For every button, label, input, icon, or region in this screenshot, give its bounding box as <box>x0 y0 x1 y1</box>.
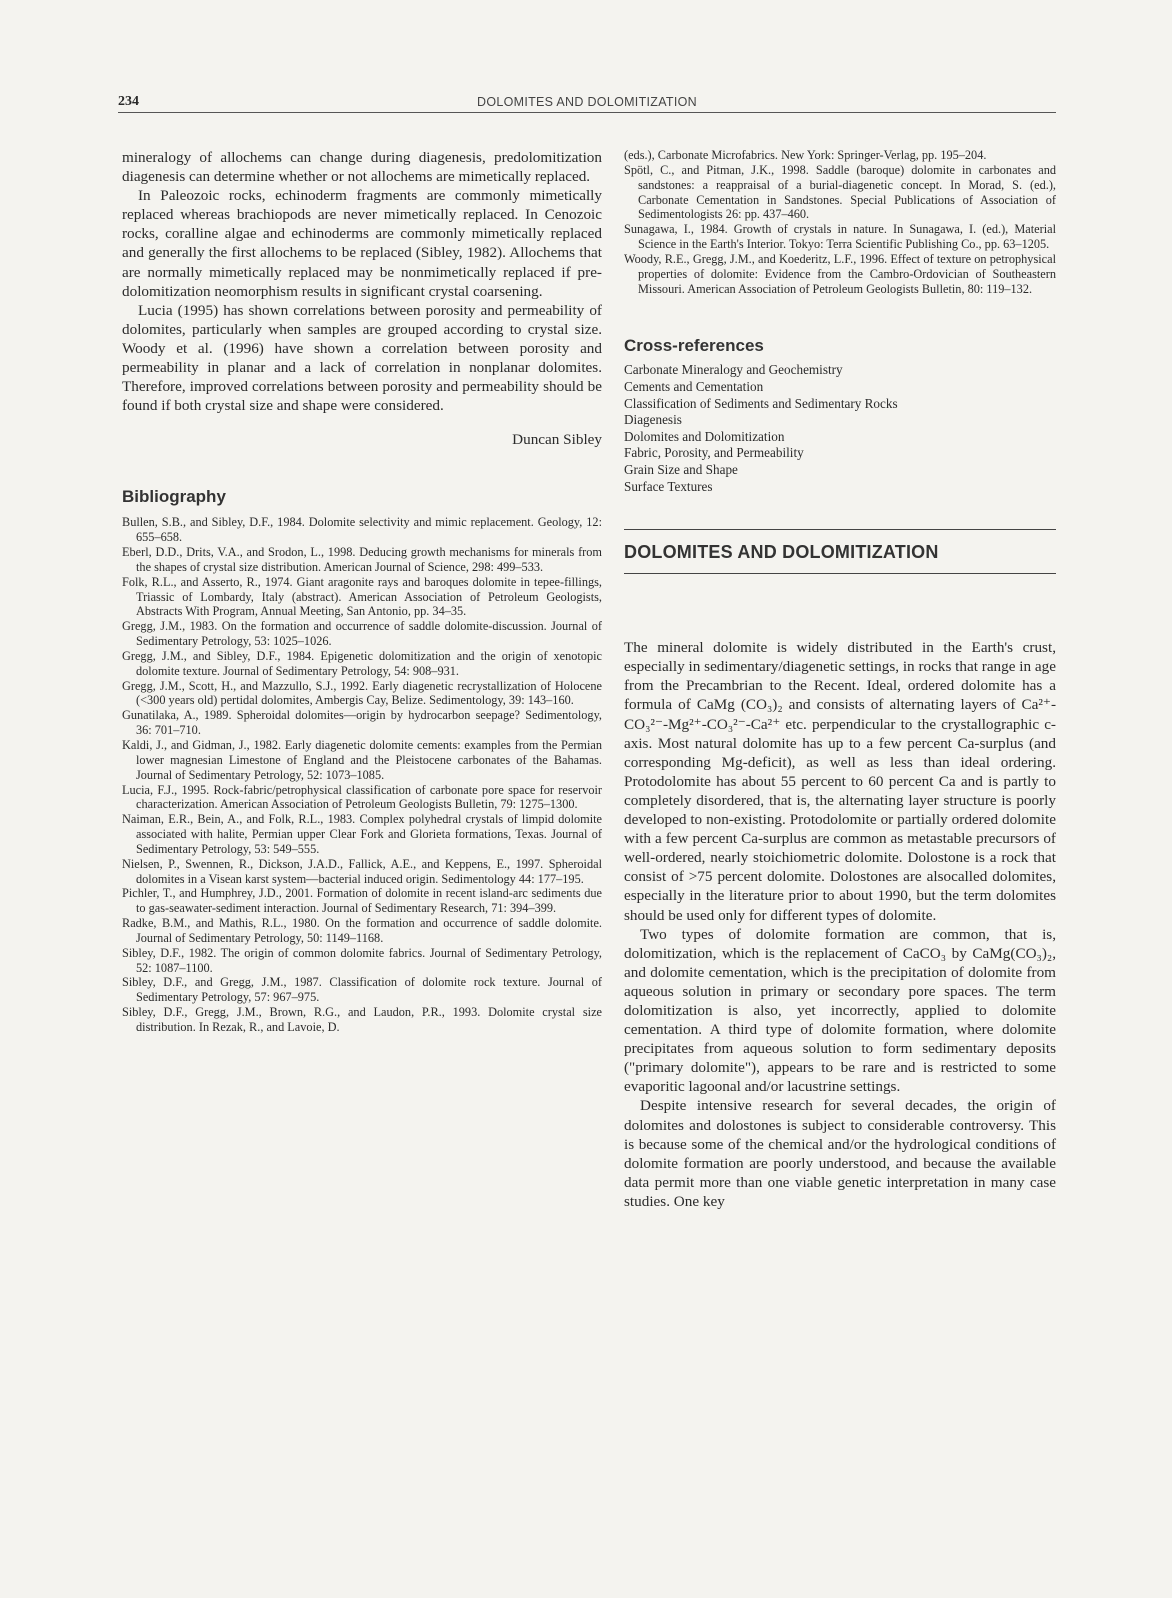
bib-entry: Sibley, D.F., Gregg, J.M., Brown, R.G., and Laudon, P.R., 1993. Dolomite crystal size distribution. In Rezak, R., and Lavoie, D. <box>122 1005 602 1034</box>
crossref-item: Classification of Sediments and Sedimentary Rocks <box>624 395 898 411</box>
body-paragraph: Lucia (1995) has shown correlations between porosity and permeability of dolomites, particularly when samples are grouped according to crystal size. Woody et al. (1996) have shown a correlation between porosity and permeability in planar and a lack of correlation in nonplanar dolomites. Therefore, improved correlations between porosity and permeability should be found if both crystal size and shape were considered. <box>122 301 602 415</box>
bib-entry: Radke, B.M., and Mathis, R.L., 1980. On the formation and occurrence of saddle dolomite. Journal of Sedimentary Petrology, 50: 1149–1168. <box>122 916 602 945</box>
bib-entry: Naiman, E.R., Bein, A., and Folk, R.L., 1983. Complex polyhedral crystals of limpid dolomite associated with halite, Permian upper Clear Fork and Glorieta formations, Texas. Journal of Sedimentary Petrology, 53: 549–555. <box>122 812 602 856</box>
bib-entry: Pichler, T., and Humphrey, J.D., 2001. Formation of dolomite in recent island-arc sediments due to gas-seawater-sediment interaction. Journal of Sedimentary Research, 71: 394–399. <box>122 886 602 916</box>
body-paragraph: mineralogy of allochems can change during diagenesis, predolomitization diagenesis can determine whether or not allochems are mimetically replaced. <box>122 149 602 186</box>
body-paragraph: Two types of dolomite formation are common, that is, dolomitization, which is the replacement of CaCO₃ by CaMg(CO₃)₂, and dolomite cementation, which is the precipitation of dolomite from aqueous solution in primary or secondary pore spaces. The term dolomitization is also, yet incorrectly, applied to dolomite cementation. A third type of dolomite formation, where dolomite precipitates from aqueous solution to form sedimentary deposits ("primary dolomite"), appears to be rare and is restricted to some evaporitic lagoonal and/or lacustrine settings. <box>624 925 1056 1096</box>
body-paragraph: Despite intensive research for several decades, the origin of dolomites and dolostones is subject to considerable controversy. This is because some of the chemical and/or the hydrological conditions of dolomite formation are poorly understood, and because the available data permit more than one viable genetic interpretation in many case studies. One key <box>624 1097 1056 1210</box>
crossref-item: Grain Size and Shape <box>624 462 738 477</box>
crossref-item: Dolomites and Dolomitization <box>624 428 785 444</box>
bib-entry: Woody, R.E., Gregg, J.M., and Koederitz, L.F., 1996. Effect of texture on petrophysical properties of dolomite: Evidence from the Cambro-Ordovician of Southeastern Missouri. American Association of Petroleum Geologists Bulletin, 80: 119–132. <box>624 251 1056 296</box>
crossref-item: Cements and Cementation <box>624 379 764 395</box>
author-signature: Duncan Sibley <box>512 431 602 449</box>
crossref-item: Diagenesis <box>624 412 682 428</box>
bibliography-heading: Bibliography <box>122 487 226 507</box>
bib-entry: Nielsen, P., Swennen, R., Dickson, J.A.D., Fallick, A.E., and Keppens, E., 1997. Spheroidal dolomites in a Visean karst system—bacterial induced origin. Sedimentology 44: 177–195. <box>122 856 602 886</box>
bib-entry: Lucia, F.J., 1995. Rock-fabric/petrophysical classification of carbonate pore space for reservoir characterization. American Association of Petroleum Geologists Bulletin, 79: 1275–1300. <box>122 782 602 812</box>
bib-entry: Sibley, D.F., and Gregg, J.M., 1987. Classification of dolomite rock texture. Journal of Sedimentary Petrology, 57: 967–975. <box>122 975 602 1005</box>
bib-entry: Bullen, S.B., and Sibley, D.F., 1984. Dolomite selectivity and mimic replacement. Geology, 12: 655–658. <box>122 515 602 545</box>
bib-entry: (eds.), Carbonate Microfabrics. New York: Springer-Verlag, pp. 195–204. <box>624 148 987 162</box>
bib-entry: Folk, R.L., and Asserto, R., 1974. Giant aragonite rays and baroques dolomite in tepee-fillings, Triassic of Lombardy, Italy (abstract). American Association of Petroleum Geologists, Abstracts With Program, Annual Meeting, San Antonio, pp. 34–35. <box>122 574 602 619</box>
crossref-item: Fabric, Porosity, and Permeability <box>624 445 804 461</box>
bibliography-list-continued <box>624 148 1056 296</box>
bib-entry: Gunatilaka, A., 1989. Spheroidal dolomites—origin by hydrocarbon seepage? Sedimentology, 36: 701–710. <box>122 708 602 738</box>
running-title: DOLOMITES AND DOLOMITIZATION <box>477 95 697 109</box>
bib-entry: Spötl, C., and Pitman, J.K., 1998. Saddle (baroque) dolomite in carbonates and sandstones: a reappraisal of a burial-diagenetic concept. In Morad, S. (ed.), Carbonate Cementation in Sandstones. Special Publications of Association of Sedimentologists 26: pp. 437–460. <box>624 162 1056 222</box>
article-title: DOLOMITES AND DOLOMITIZATION <box>624 529 1056 574</box>
crossref-heading: Cross-references <box>624 336 764 356</box>
bib-entry: Sunagawa, I., 1984. Growth of crystals in nature. In Sunagawa, I. (ed.), Material Science in the Earth's Interior. Tokyo: Terra Scientific Publishing Co., pp. 63–1205. <box>624 222 1056 252</box>
right-column <box>624 148 1056 1211</box>
bib-entry: Gregg, J.M., 1983. On the formation and occurrence of saddle dolomite-discussion. Journal of Sedimentary Petrology, 53: 1025–1026. <box>122 619 602 649</box>
page-number: 234 <box>118 94 139 109</box>
crossref-item: Carbonate Mineralogy and Geochemistry <box>624 362 843 378</box>
body-paragraph: The mineral dolomite is widely distributed in the Earth's crust, especially in sedimentary/diagenetic settings, in rocks that range in age from the Precambrian to the Recent. Ideal, ordered dolomite has a formula of CaMg (CO₃)₂ and consists of alternating layers of Ca²⁺-CO₃²⁻-Mg²⁺-CO₃²⁻-Ca²⁺ etc. perpendicular to the crystallographic c-axis. Most natural dolomite has up to a few percent Ca-surplus (and corresponding Mg-deficit), as well as less than ideal ordering. Protodolomite has about 55 percent to 60 percent Ca and is partly to completely disordered, that is, the alternating layer structure is poorly developed to non-existing. Protodolomite or partially ordered dolomite with a few percent Ca-surplus are common as metastable precursors of well-ordered, nearly stoichiometric dolomite. Dolostone is a rock that consist of >75 percent dolomite. Dolostones are alsocalled dolomites, especially in the literature prior to about 1990, but the term dolomites should be used only for different types of dolomite. <box>624 639 1056 924</box>
bib-entry: Gregg, J.M., Scott, H., and Mazzullo, S.J., 1992. Early diagenetic recrystallization of Holocene (<300 years old) pertidal dolomites, Ambergis Cay, Belize. Sedimentology, 39: 143–160. <box>122 678 602 708</box>
bib-entry: Eberl, D.D., Drits, V.A., and Srodon, L., 1998. Deducing growth mechanisms for minerals from the shapes of crystal size distribution. American Journal of Science, 298: 499–533. <box>122 545 602 574</box>
bib-entry: Kaldi, J., and Gidman, J., 1982. Early diagenetic dolomite cements: examples from the Permian lower magnesian Limestone of England and the Pleistocene carbonates of the Bahamas. Journal of Sedimentary Petrology, 52: 1073–1085. <box>122 737 602 782</box>
bibliography-list <box>122 515 602 1035</box>
header-rule <box>118 112 1056 113</box>
body-paragraph: In Paleozoic rocks, echinoderm fragments are commonly mimetically replaced whereas brachiopods are never mimetically replaced. In Cenozoic rocks, coralline algae and echinoderms are commonly mimetically replaced and generally the first allochems to be replaced (Sibley, 1982). Allochems that are normally mimetically replaced may be nonmimetically replaced if pre-dolomitization neomorphism results in significant crystal coarsening. <box>122 187 602 300</box>
crossref-item: Surface Textures <box>624 478 713 494</box>
bib-entry: Gregg, J.M., and Sibley, D.F., 1984. Epigenetic dolomitization and the origin of xenotopic dolomite texture. Journal of Sedimentary Petrology, 54: 908–931. <box>122 648 602 678</box>
left-column <box>122 148 602 1035</box>
bib-entry: Sibley, D.F., 1982. The origin of common dolomite fabrics. Journal of Sedimentary Petrology, 52: 1087–1100. <box>122 945 602 975</box>
crossref-list <box>624 362 1056 495</box>
